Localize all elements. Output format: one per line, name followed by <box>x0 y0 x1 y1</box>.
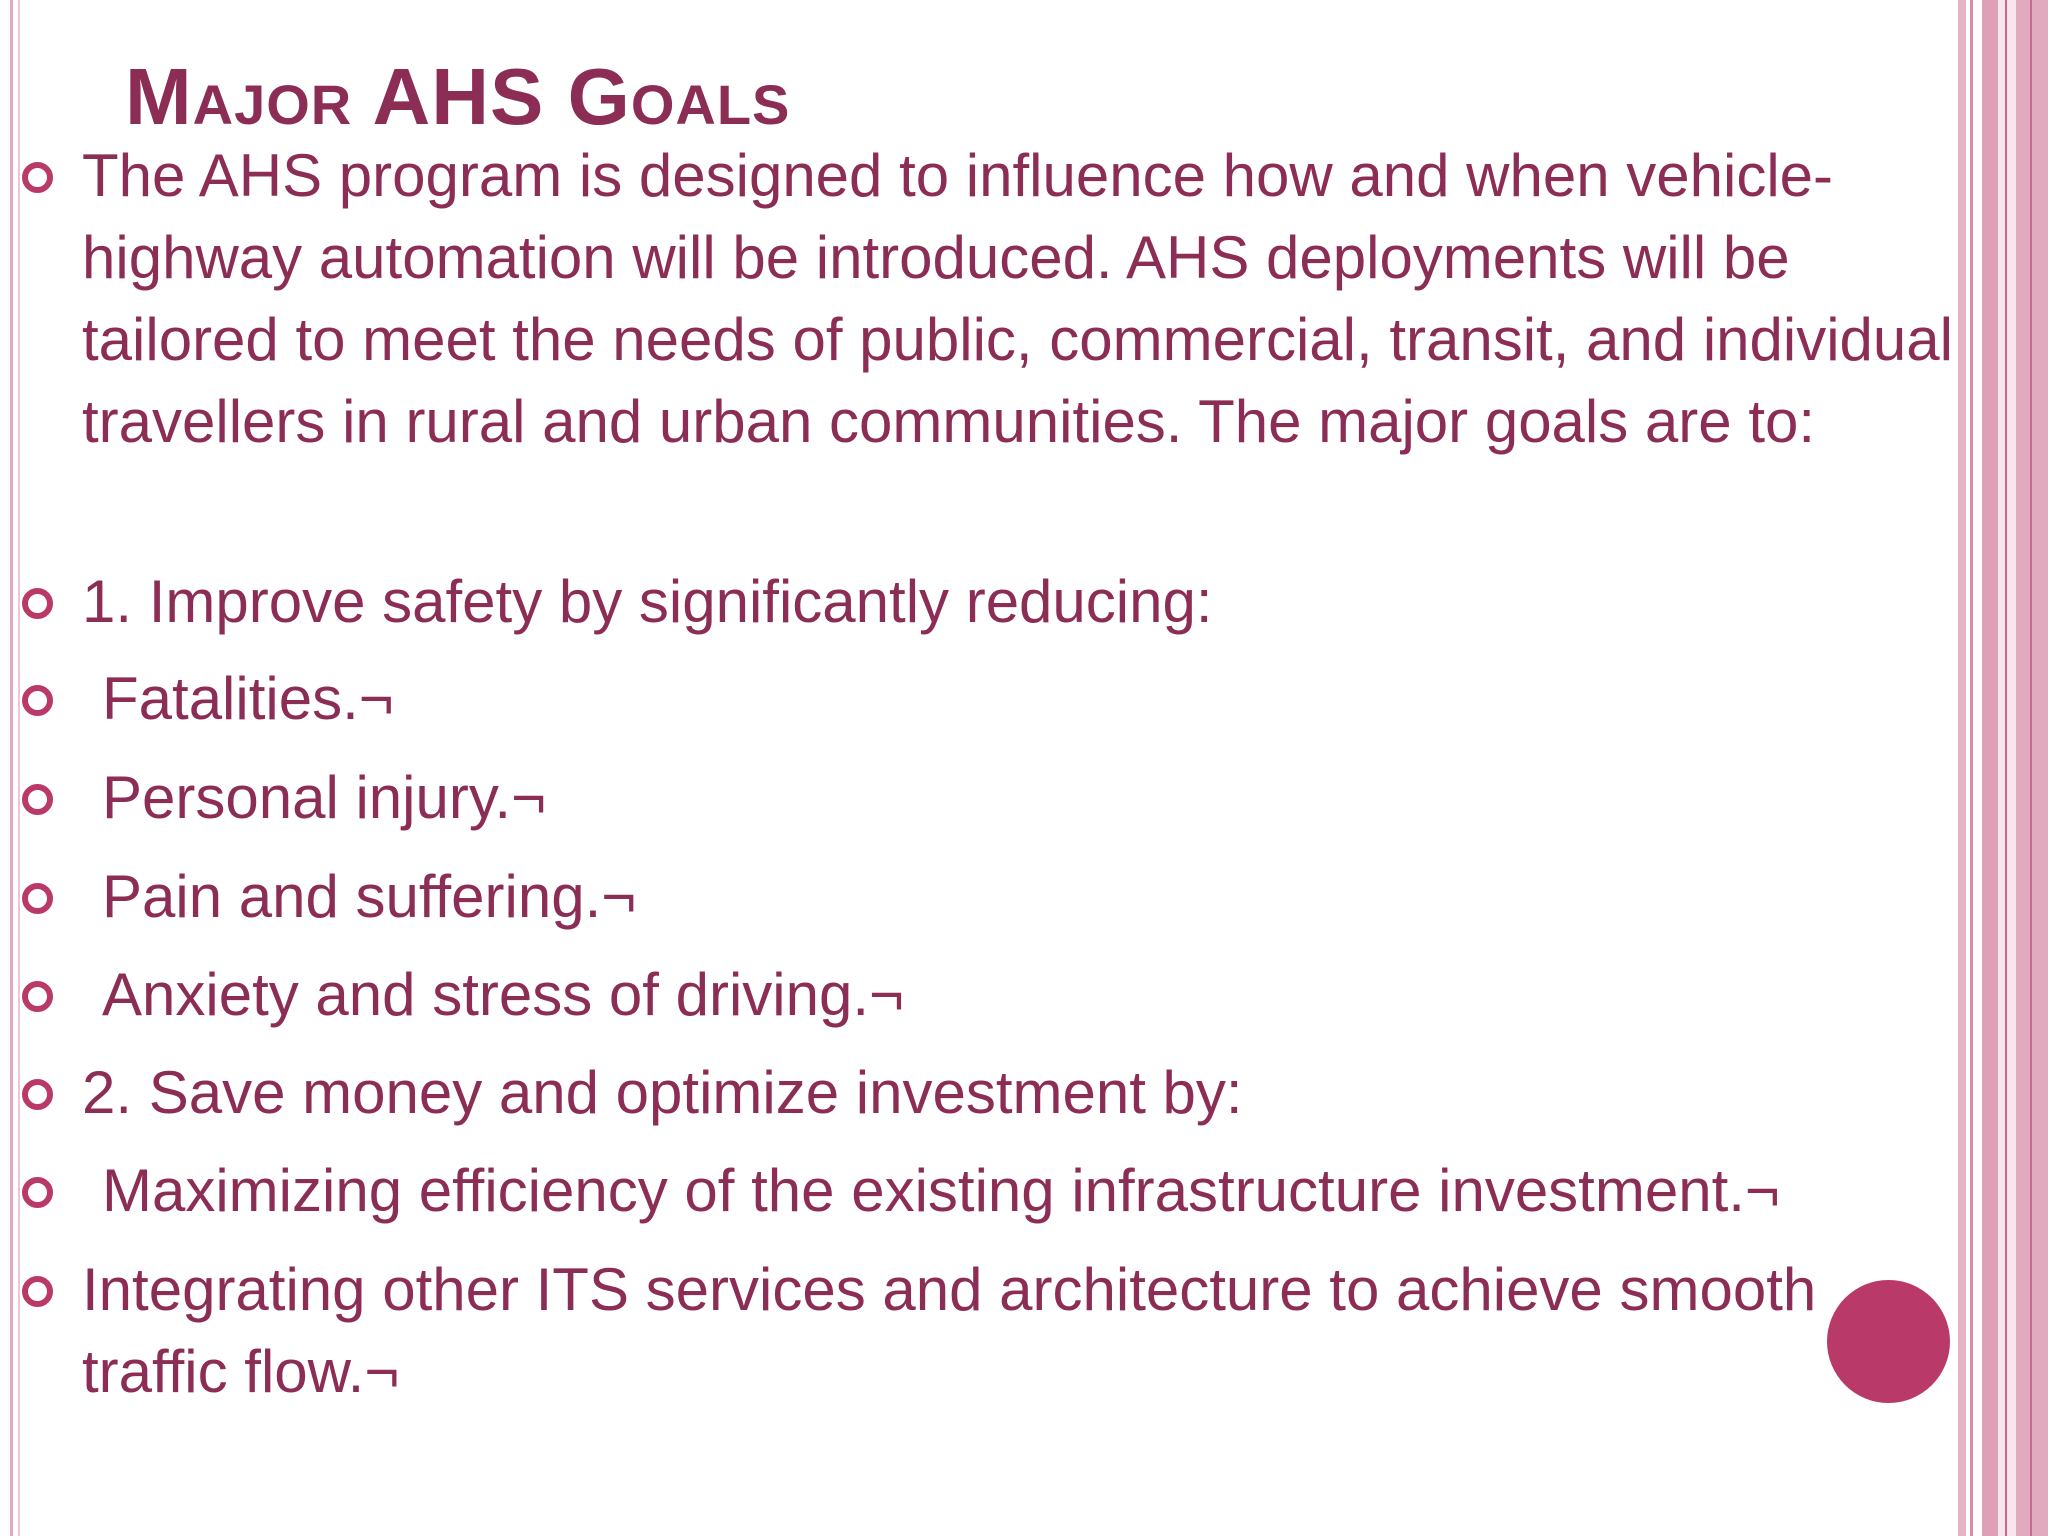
filled-circle-decoration <box>1827 1280 1950 1403</box>
bullet-text: Integrating other ITS services and architecture to achieve smooth traffic flow.¬ <box>82 1256 1817 1405</box>
hollow-circle-icon <box>22 1079 53 1110</box>
bullet-text: The AHS program is designed to influence how and when vehicle-highway automation will be introduced. AHS deployments will be tailored to meet the needs of public, commercial, transit, and individual travellers in rural and urban communities. The major goals are to: <box>82 142 1953 455</box>
right-stripe <box>2005 0 2007 1536</box>
bullet-item <box>82 757 1972 839</box>
bullet-text: Fatalities.¬ <box>102 665 394 732</box>
hollow-circle-icon <box>22 784 53 815</box>
right-stripe <box>1982 0 1998 1536</box>
bullet-item <box>82 856 1972 938</box>
bullet-text: Maximizing efficiency of the existing infrastructure investment.¬ <box>102 1157 1780 1224</box>
bullet-text: Personal injury.¬ <box>102 764 547 831</box>
right-stripe <box>2030 0 2032 1536</box>
bullet-text: Anxiety and stress of driving.¬ <box>102 961 905 1028</box>
bullet-item <box>82 1249 1972 1413</box>
hollow-circle-icon <box>22 981 53 1012</box>
left-border-line-inner <box>18 0 20 1536</box>
bullet-item <box>82 658 1972 740</box>
right-stripe <box>2016 0 2048 1536</box>
hollow-circle-icon <box>22 162 53 193</box>
bullet-item <box>82 1052 1972 1134</box>
bullet-text: 2. Save money and optimize investment by: <box>82 1059 1243 1126</box>
bullet-text: Pain and suffering.¬ <box>102 863 637 930</box>
bullet-item <box>82 954 1972 1036</box>
hollow-circle-icon <box>22 1177 53 1208</box>
bullet-text: 1. Improve safety by significantly reducing: <box>82 568 1213 635</box>
bullet-item <box>82 1150 1972 1232</box>
bullet-item <box>82 561 1972 643</box>
hollow-circle-icon <box>22 883 53 914</box>
left-border-line <box>10 0 13 1536</box>
slide-title: Major AHS Goals <box>125 52 791 141</box>
hollow-circle-icon <box>22 685 53 716</box>
bullet-item <box>82 135 1972 463</box>
hollow-circle-icon <box>22 588 53 619</box>
hollow-circle-icon <box>22 1276 53 1307</box>
